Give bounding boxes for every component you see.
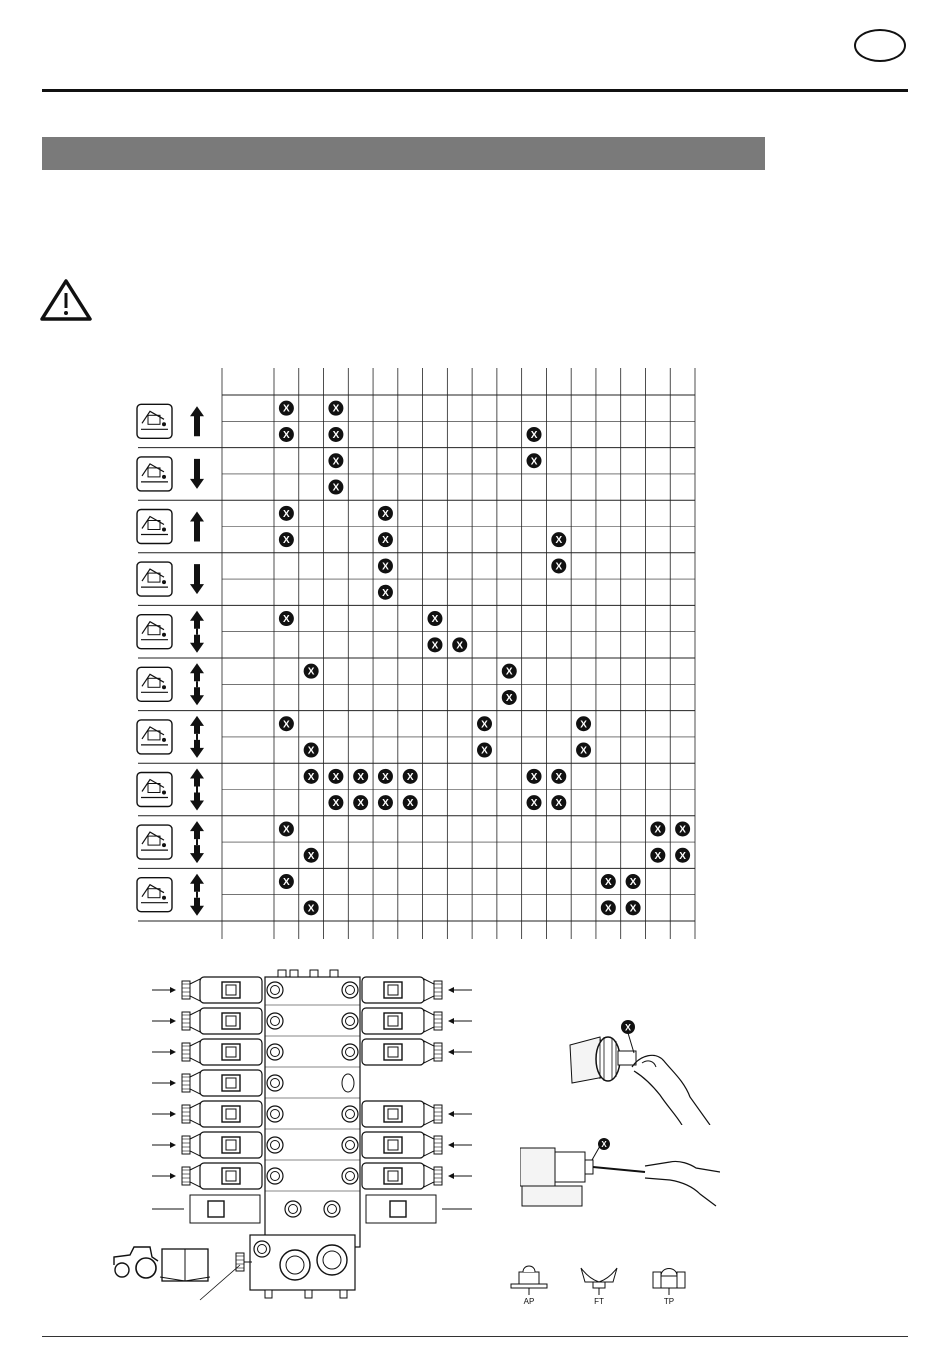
matrix-mark xyxy=(279,874,294,889)
valve-adjustment-matrix xyxy=(130,365,710,945)
svg-text:X: X xyxy=(580,719,587,731)
matrix-mark xyxy=(328,427,343,442)
manifold-port-cap xyxy=(278,970,286,977)
svg-text:X: X xyxy=(555,535,563,547)
matrix-mark xyxy=(279,716,294,731)
svg-text:X: X xyxy=(456,640,464,652)
arrow-up-icon xyxy=(190,821,204,839)
matrix-mark xyxy=(378,585,393,600)
function-row xyxy=(137,769,204,811)
nut-label: FT xyxy=(594,1297,604,1306)
arrow-up-icon xyxy=(190,512,204,542)
matrix-mark xyxy=(279,506,294,521)
matrix-mark xyxy=(527,453,542,468)
svg-text:X: X xyxy=(629,877,637,889)
svg-text:X: X xyxy=(332,798,340,810)
callout-x: X xyxy=(624,1022,632,1033)
arrow-up-icon xyxy=(190,611,204,629)
boom-fold-right-icon xyxy=(137,825,172,859)
matrix-mark xyxy=(279,821,294,836)
svg-text:X: X xyxy=(604,903,612,915)
matrix-mark xyxy=(427,611,442,626)
function-row xyxy=(137,562,204,596)
function-row xyxy=(137,457,204,491)
nut-tp xyxy=(644,1262,694,1312)
matrix-mark xyxy=(279,532,294,547)
matrix-mark xyxy=(477,743,492,758)
svg-text:X: X xyxy=(307,666,315,678)
arrow-down-icon xyxy=(190,564,204,594)
boom-fold-left-icon xyxy=(137,878,172,912)
svg-text:X: X xyxy=(307,903,315,915)
svg-text:X: X xyxy=(382,771,389,783)
manifold-port-cap xyxy=(290,970,298,977)
matrix-mark xyxy=(576,743,591,758)
svg-text:X: X xyxy=(431,614,439,626)
tank-icon xyxy=(137,667,172,701)
matrix-mark xyxy=(304,769,319,784)
matrix-mark xyxy=(452,637,467,652)
svg-text:X: X xyxy=(283,429,290,441)
matrix-mark xyxy=(626,900,641,915)
function-row xyxy=(137,663,204,705)
function-row xyxy=(137,716,204,758)
matrix-mark xyxy=(427,637,442,652)
svg-text:X: X xyxy=(283,403,290,415)
boom-center-lift-icon xyxy=(137,615,172,649)
matrix-mark xyxy=(328,769,343,784)
arrow-down-icon xyxy=(190,635,204,653)
wing-nut-icon xyxy=(577,1262,621,1296)
header-rule xyxy=(42,89,908,92)
svg-text:X: X xyxy=(332,429,340,441)
arrow-down-icon xyxy=(190,459,204,489)
svg-text:X: X xyxy=(283,719,290,731)
svg-text:X: X xyxy=(307,850,315,862)
tube-nut-icon xyxy=(647,1262,691,1296)
svg-text:X: X xyxy=(283,508,290,520)
matrix-mark xyxy=(378,558,393,573)
nut-label: TP xyxy=(663,1297,675,1306)
svg-text:X: X xyxy=(555,798,563,810)
svg-text:X: X xyxy=(580,745,587,757)
hydraulic-valve-manifold-diagram xyxy=(100,965,480,1315)
matrix-mark xyxy=(353,769,368,784)
matrix-mark xyxy=(502,664,517,679)
twin-pressure-icon xyxy=(137,773,172,807)
matrix-mark xyxy=(675,821,690,836)
matrix-mark xyxy=(304,743,319,758)
boom-lift-left-icon xyxy=(137,457,172,491)
svg-text:X: X xyxy=(357,771,365,783)
nut-ft xyxy=(574,1262,624,1312)
acorn-nut-icon xyxy=(507,1262,551,1296)
manifold-port-cap xyxy=(310,970,318,977)
matrix-mark xyxy=(527,427,542,442)
svg-text:X: X xyxy=(481,719,488,731)
svg-text:X: X xyxy=(654,824,662,836)
svg-text:X: X xyxy=(604,877,612,889)
warning-icon xyxy=(40,278,92,322)
matrix-mark xyxy=(601,900,616,915)
language-badge xyxy=(854,29,906,62)
nut-types-legend xyxy=(500,1262,700,1312)
svg-text:X: X xyxy=(679,824,686,836)
arrow-down-icon xyxy=(190,740,204,758)
box-fold-icon xyxy=(137,720,172,754)
svg-text:X: X xyxy=(629,903,637,915)
matrix-mark xyxy=(650,821,665,836)
svg-text:X: X xyxy=(431,640,439,652)
matrix-mark xyxy=(527,769,542,784)
arrow-down-icon xyxy=(190,793,204,811)
svg-text:X: X xyxy=(382,535,389,547)
matrix-mark xyxy=(626,874,641,889)
matrix-mark xyxy=(551,795,566,810)
matrix-mark xyxy=(477,716,492,731)
matrix-mark xyxy=(353,795,368,810)
arrow-up-icon xyxy=(190,769,204,787)
svg-text:X: X xyxy=(505,692,513,704)
arrow-down-icon xyxy=(190,687,204,705)
callout-x: X xyxy=(601,1140,607,1149)
svg-text:X: X xyxy=(382,798,389,810)
svg-text:X: X xyxy=(555,561,563,573)
footer-rule xyxy=(42,1336,908,1337)
arrow-up-icon xyxy=(190,663,204,681)
matrix-mark xyxy=(650,848,665,863)
function-row xyxy=(137,611,204,653)
svg-text:X: X xyxy=(332,403,340,415)
svg-text:X: X xyxy=(530,456,538,468)
svg-text:X: X xyxy=(505,666,513,678)
boom-tilt-icon xyxy=(137,562,172,596)
function-row xyxy=(137,874,204,916)
svg-text:X: X xyxy=(382,587,389,599)
arrow-up-icon xyxy=(190,406,204,436)
matrix-mark xyxy=(304,848,319,863)
svg-text:X: X xyxy=(555,771,563,783)
matrix-mark xyxy=(328,480,343,495)
matrix-mark xyxy=(576,716,591,731)
function-row xyxy=(137,510,204,544)
svg-text:X: X xyxy=(283,535,290,547)
matrix-mark xyxy=(601,874,616,889)
function-row xyxy=(137,821,204,863)
matrix-mark xyxy=(378,532,393,547)
matrix-mark xyxy=(378,769,393,784)
matrix-mark xyxy=(551,532,566,547)
svg-text:X: X xyxy=(307,771,315,783)
matrix-mark xyxy=(328,453,343,468)
svg-text:X: X xyxy=(481,745,488,757)
arrow-down-icon xyxy=(190,898,204,916)
svg-text:X: X xyxy=(357,798,365,810)
nut-label: AP xyxy=(523,1297,535,1306)
matrix-mark xyxy=(403,769,418,784)
adjustment-knob-detail xyxy=(560,1015,730,1125)
svg-text:X: X xyxy=(283,824,290,836)
svg-text:X: X xyxy=(530,771,538,783)
arrow-up-icon xyxy=(190,716,204,734)
svg-text:X: X xyxy=(679,850,686,862)
manifold-port-cap xyxy=(330,970,338,977)
svg-text:X: X xyxy=(406,771,414,783)
svg-text:X: X xyxy=(307,745,315,757)
matrix-mark xyxy=(502,690,517,705)
matrix-mark xyxy=(403,795,418,810)
matrix-mark xyxy=(527,795,542,810)
matrix-mark xyxy=(378,795,393,810)
svg-text:X: X xyxy=(530,798,538,810)
function-row xyxy=(137,404,204,438)
svg-text:X: X xyxy=(654,850,662,862)
matrix-mark xyxy=(551,558,566,573)
arrow-down-icon xyxy=(190,845,204,863)
svg-text:X: X xyxy=(406,798,414,810)
screwdriver-adjustment-detail xyxy=(520,1138,720,1208)
boom-tilt-icon xyxy=(137,510,172,544)
matrix-mark xyxy=(328,401,343,416)
arrow-up-icon xyxy=(190,874,204,892)
matrix-mark xyxy=(304,900,319,915)
section-title-bar xyxy=(42,137,765,170)
svg-text:X: X xyxy=(382,561,389,573)
boom-lift-left-icon xyxy=(137,404,172,438)
matrix-mark xyxy=(328,795,343,810)
matrix-grid xyxy=(138,368,695,939)
svg-text:X: X xyxy=(283,877,290,889)
matrix-mark xyxy=(304,664,319,679)
svg-text:X: X xyxy=(530,429,538,441)
matrix-mark xyxy=(279,611,294,626)
svg-text:X: X xyxy=(332,456,340,468)
matrix-mark xyxy=(279,427,294,442)
matrix-mark xyxy=(675,848,690,863)
inlet-block xyxy=(200,1235,355,1300)
tractor-manual-icon xyxy=(114,1247,210,1281)
nut-ap xyxy=(504,1262,554,1312)
matrix-mark xyxy=(551,769,566,784)
svg-text:X: X xyxy=(283,614,290,626)
matrix-mark xyxy=(378,506,393,521)
svg-text:X: X xyxy=(332,771,340,783)
svg-text:X: X xyxy=(332,482,340,494)
svg-text:X: X xyxy=(382,508,389,520)
matrix-mark xyxy=(279,401,294,416)
